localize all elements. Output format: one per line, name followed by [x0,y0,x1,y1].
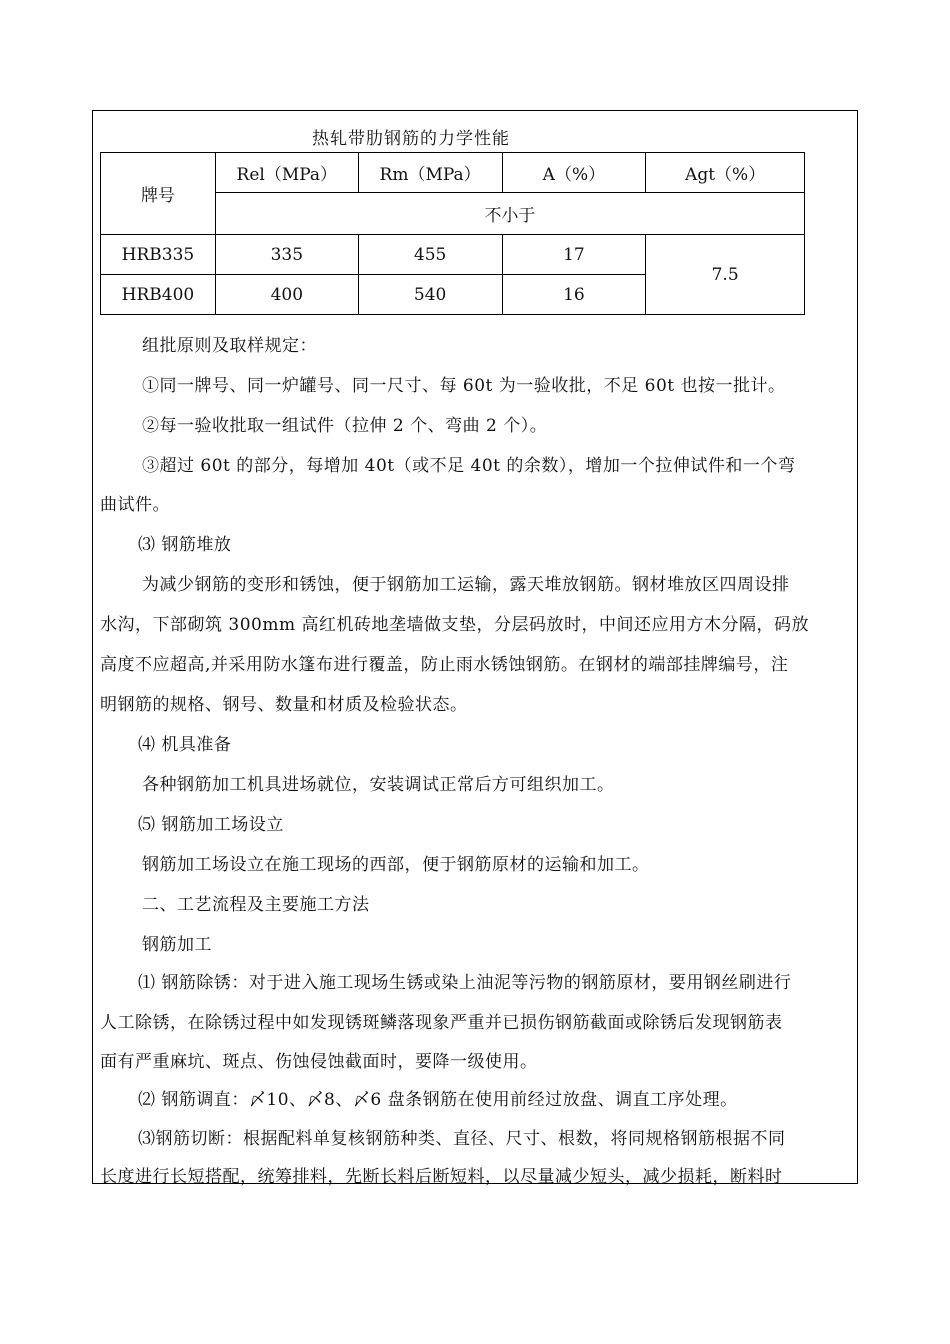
paragraph-line: 钢筋加工场设立在施工现场的西部，便于钢筋原材的运输和加工。 [142,855,650,875]
section-heading-processing: 钢筋加工 [142,935,212,955]
section-heading-equipment: ⑷ 机具准备 [138,735,232,755]
a-cell: 16 [502,275,646,315]
table-header-row [101,153,805,193]
subheader-not-less-than: 不小于 [215,193,804,235]
a-header: A（%） [502,153,646,193]
rm-cell: 540 [358,275,502,315]
paragraph-line: 高度不应超高,并采用防水篷布进行覆盖，防止雨水锈蚀钢筋。在钢材的端部挂牌编号，注 [100,655,789,675]
paragraph-line: 明钢筋的规格、钢号、数量和材质及检验状态。 [100,695,468,715]
paragraph-line: 面有严重麻坑、斑点、伤蚀侵蚀截面时，要降一级使用。 [100,1052,538,1072]
section-heading-sampling: 组批原则及取样规定： [142,336,317,356]
rm-header: Rm（MPa） [358,153,502,193]
paragraph-line: ⑵ 钢筋调直：〆10、〆8、〆6 盘条钢筋在使用前经过放盘、调直工序处理。 [138,1090,738,1110]
section-heading-yard: ⑸ 钢筋加工场设立 [138,815,284,835]
sampling-rule-1: ①同一牌号、同一炉罐号、同一尺寸、每 60t 为一验收批，不足 60t 也按一批计。 [142,376,786,396]
brand-cell: HRB400 [101,275,216,315]
table-row [101,235,805,275]
rel-cell: 400 [215,275,358,315]
agt-cell: 7.5 [646,235,805,315]
rel-header: Rel（MPa） [215,153,358,193]
section-heading-storage: ⑶ 钢筋堆放 [138,535,232,555]
brand-cell: HRB335 [101,235,216,275]
mechanical-properties-table [100,152,805,315]
a-cell: 17 [502,235,646,275]
paragraph-line: 水沟，下部砌筑 300mm 高红机砖地垄墙做支垫，分层码放时，中间还应用方木分隔，码放 [100,615,809,635]
table-title: 热轧带肋钢筋的力学性能 [312,129,510,149]
sampling-rule-2: ②每一验收批取一组试件（拉伸 2 个、弯曲 2 个）。 [142,416,548,436]
rel-cell: 335 [215,235,358,275]
rm-cell: 455 [358,235,502,275]
paragraph-line: 长度进行长短搭配，统筹排料，先断长料后断短料，以尽量减少短头，减少损耗，断料时 [100,1167,783,1187]
paragraph-line: 人工除锈，在除锈过程中如发现锈斑鳞落现象严重并已损伤钢筋截面或除锈后发现钢筋表 [100,1013,783,1033]
paragraph-line: 为减少钢筋的变形和锈蚀，便于钢筋加工运输，露天堆放钢筋。钢材堆放区四周设排 [142,575,790,595]
section-heading-process: 二、工艺流程及主要施工方法 [142,895,370,915]
brand-header: 牌号 [101,153,216,235]
sampling-rule-3: ③超过 60t 的部分，每增加 40t（或不足 40t 的余数），增加一个拉伸试件和一个弯 [142,456,796,476]
paragraph-line: ⑴ 钢筋除锈：对于进入施工现场生锈或染上油泥等污物的钢筋原材，要用钢丝刷进行 [138,973,792,993]
sampling-rule-3-cont: 曲试件。 [100,495,170,515]
agt-header: Agt（%） [646,153,805,193]
paragraph-line: 各种钢筋加工机具进场就位，安装调试正常后方可组织加工。 [142,775,615,795]
paragraph-line: ⑶钢筋切断：根据配料单复核钢筋种类、直径、尺寸、根数，将同规格钢筋根据不同 [138,1129,786,1149]
